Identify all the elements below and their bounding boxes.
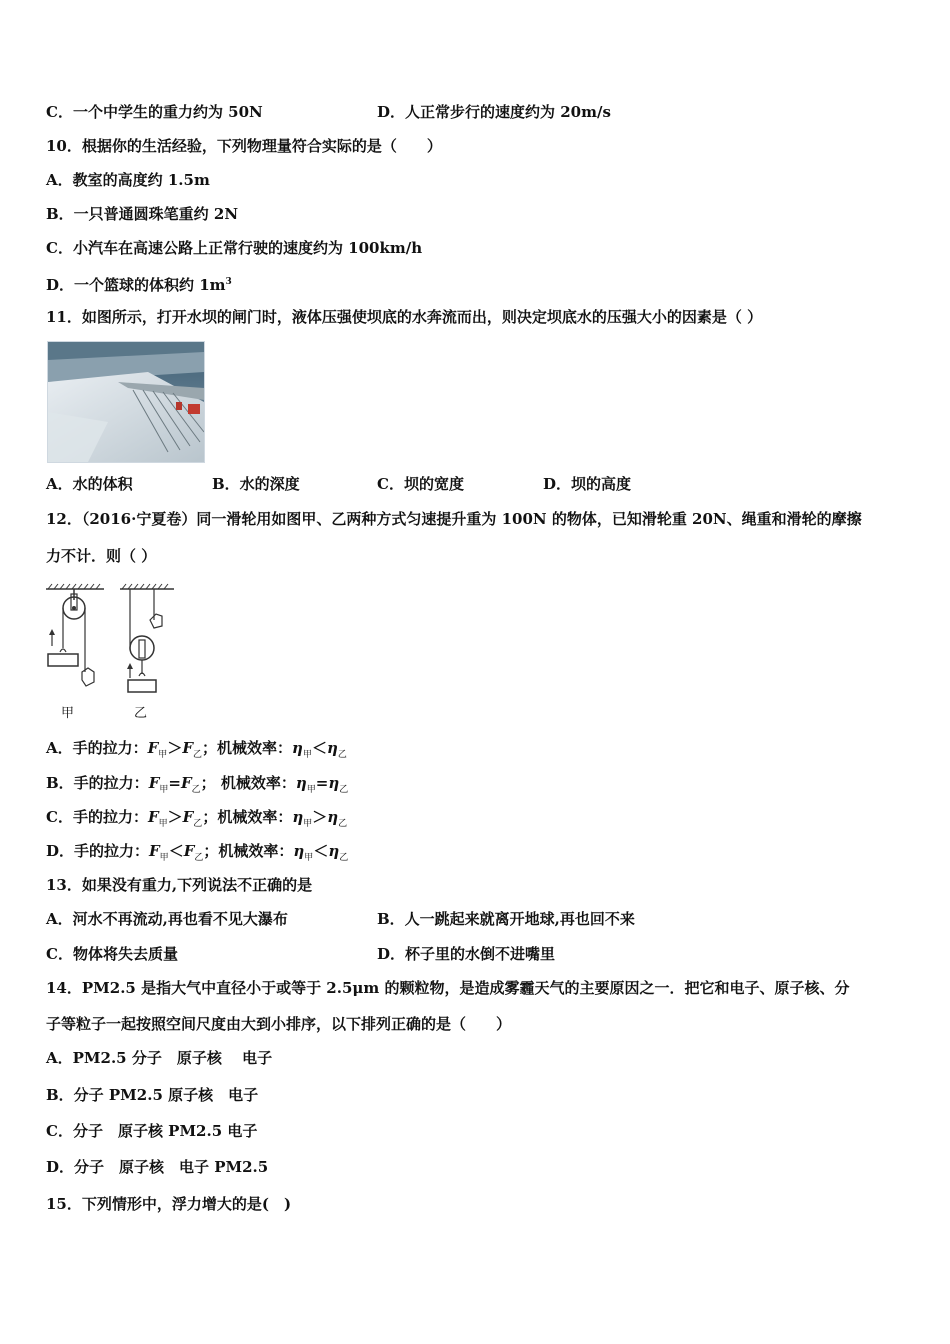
q12-c-eta2: η [327,808,339,826]
q12-c-force2: F [182,808,194,826]
q11-option-c: C．坝的宽度 [377,475,464,493]
q10-option-d-text: D．一个篮球的体积约 1m [46,276,226,294]
q12-option-d [46,841,348,868]
q12-d-sub3: 甲 [304,853,314,863]
q10-option-d-exponent: 3 [225,277,232,287]
q12-a-mid: ；机械效率： [202,739,293,757]
q12-b-eta2: η [328,774,340,792]
q11-option-a: A．水的体积 [46,475,133,493]
q14-option-c: C．分子 原子核 PM2.5 电子 [46,1122,258,1140]
q12-c-op2: ＞ [312,808,328,826]
q14-option-b: B．分子 PM2.5 原子核 电子 [46,1086,259,1104]
q10-option-c: C．小汽车在高速公路上正常行驶的速度约为 100km/h [46,239,423,257]
pulley-diagram [44,580,184,720]
q13-option-c: C．物体将失去质量 [46,945,178,963]
q13-option-d: D．杯子里的水倒不进嘴里 [377,945,556,963]
q12-a-op1: ＞ [167,739,183,757]
q12-b-mid: ； 机械效率： [200,774,296,792]
q12-c-sub4: 乙 [338,819,348,829]
q12-c-sub1: 甲 [158,819,168,829]
q12-d-mid: ；机械效率： [203,842,294,860]
q12-a-sub2: 乙 [192,750,202,760]
q14-stem-line1: 14．PM2.5 是指大气中直径小于或等于 2.5μm 的颗粒物，是造成雾霾天气的主要原因之一．把它和电子、原子核、分 [46,979,850,997]
q13-option-a: A．河水不再流动,再也看不见大瀑布 [46,910,288,928]
pulley-illustration [44,580,184,720]
q12-d-sub4: 乙 [339,853,349,863]
q14-stem-line2: 子等粒子一起按照空间尺度由大到小排序，以下排列正确的是（ ） [46,1015,512,1033]
q12-b-prefix: B．手的拉力： [46,774,149,792]
q12-d-op2: ＜ [313,842,329,860]
q11-option-d: D．坝的高度 [543,475,632,493]
q12-d-eta1: η [293,842,305,860]
q12-d-force2: F [183,842,195,860]
q12-a-force2: F [182,739,193,757]
q12-c-sub3: 甲 [303,819,313,829]
q12-a-op2: ＜ [311,739,327,757]
q12-b-force1: F [148,774,160,792]
q12-b-sub1: 甲 [159,785,169,795]
q12-a-sub4: 乙 [337,750,347,760]
q12-b-op1: = [168,774,181,792]
q15-stem: 15．下列情形中，浮力增大的是( ) [46,1195,292,1213]
q12-b-sub3: 甲 [306,785,316,795]
q10-option-d [46,272,232,295]
q12-c-mid: ；机械效率： [202,808,293,826]
q12-c-eta1: η [292,808,304,826]
q9-option-d: D．人正常步行的速度约为 20m/s [377,103,611,121]
q12-d-sub1: 甲 [159,853,169,863]
label-yi: 乙 [134,706,148,721]
q12-a-sub3: 甲 [302,750,312,760]
q10-option-b: B．一只普通圆珠笔重约 2N [46,205,239,223]
q12-option-a [46,738,347,765]
q10-option-a: A．教室的高度约 1.5m [46,171,210,189]
q12-a-sub1: 甲 [158,750,168,760]
q12-d-sub2: 乙 [194,853,204,863]
q12-b-force2: F [180,774,192,792]
q12-stem-line1: 12．（2016·宁夏卷）同一滑轮用如图甲、乙两种方式匀速提升重为 100N 的物体，已知滑轮重 20N、绳重和滑轮的摩擦 [46,510,862,528]
q13-option-b: B．人一跳起来就离开地球,再也回不来 [377,910,635,928]
q10-stem: 10．根据你的生活经验，下列物理量符合实际的是（ ） [46,137,442,155]
q12-a-prefix: A．手的拉力： [46,739,148,757]
q12-c-prefix: C．手的拉力： [46,808,148,826]
q11-option-b: B．水的深度 [212,475,300,493]
q14-option-a: A．PM2.5 分子 原子核 电子 [46,1049,273,1067]
dam-photo [47,341,205,463]
q12-d-force1: F [149,842,160,860]
q12-option-b [46,773,348,800]
q12-c-op1: ＞ [167,808,183,826]
q12-option-c [46,807,347,834]
q12-d-eta2: η [328,842,340,860]
q12-c-force1: F [147,808,159,826]
q12-a-eta2: η [326,739,338,757]
q12-d-op1: ＜ [168,842,184,860]
dam-illustration [48,342,204,462]
q12-b-eta1: η [295,774,307,792]
q12-c-sub2: 乙 [193,819,203,829]
q12-b-sub4: 乙 [339,785,349,795]
q13-stem: 13．如果没有重力,下列说法不正确的是 [46,876,313,894]
q12-stem-line2: 力不计．则（ ） [46,547,157,565]
q12-b-sub2: 乙 [191,785,201,795]
q9-option-c: C．一个中学生的重力约为 50N [46,103,263,121]
q14-option-d: D．分子 原子核 电子 PM2.5 [46,1158,269,1176]
q12-a-eta1: η [292,739,303,757]
q12-d-prefix: D．手的拉力： [46,842,150,860]
q12-a-force1: F [147,739,159,757]
q12-b-op2: = [315,774,329,792]
label-jia: 甲 [61,706,75,721]
q11-stem: 11．如图所示，打开水坝的闸门时，液体压强使坝底的水奔流而出，则决定坝底水的压强大小的因素是（ ） [46,308,763,326]
